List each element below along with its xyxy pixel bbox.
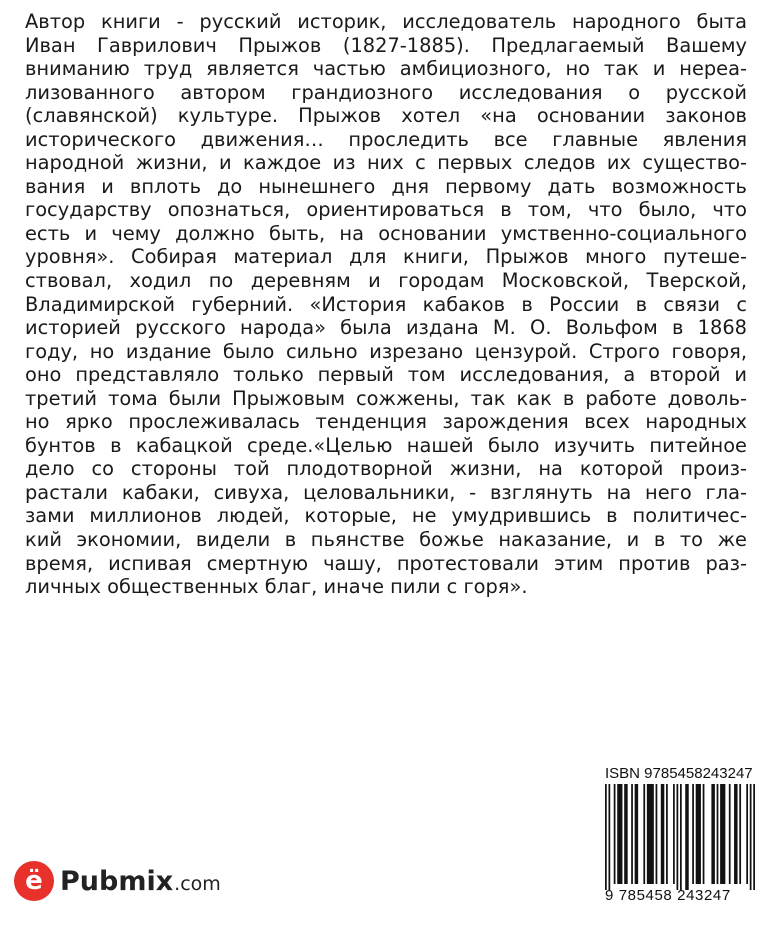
barcode-bar [680, 784, 682, 890]
description-line: время, испивая смертную чашу, протестовали этим против раз- [25, 551, 747, 575]
barcode-bar [717, 784, 719, 884]
barcode-bar [614, 784, 616, 884]
barcode-bar [624, 784, 627, 884]
description-line: государству опознаться, ориентироваться в том, что было, что [25, 198, 747, 222]
barcode-bar [673, 784, 675, 884]
barcode-bar [692, 784, 694, 884]
barcode-bar [720, 784, 725, 884]
barcode-bar [643, 784, 645, 884]
book-description [25, 10, 747, 599]
barcode-bar [647, 784, 654, 884]
description-line: вания и вплоть до нынешнего дня первому дать возможность [25, 174, 747, 198]
description-line: дело со стороны той плодотворной жизни, на которой произ- [25, 457, 747, 481]
barcode-bar [711, 784, 714, 884]
description-line: растали кабаки, сивуха, целовальники, - взглянуть на него гла- [25, 480, 747, 504]
barcode-bars [605, 784, 755, 890]
barcode-bar [666, 784, 668, 884]
description-line: но ярко прослеживалась тенденция зарождения всех народных [25, 410, 747, 434]
description-line: третий тома были Прыжовым сожжены, так как в работе доволь- [25, 386, 747, 410]
barcode-bar [746, 784, 748, 884]
description-line: бунтов в кабацкой среде.«Целью нашей было изучить питейное [25, 433, 747, 457]
description-line: ствовал, ходил по деревням и городам Московской, Тверской, [25, 269, 747, 293]
description-line: историей русского народа» была издана М. О. Вольфом в 1868 [25, 316, 747, 340]
description-line: году, но издание было сильно изрезано цензурой. Строго говоря, [25, 339, 747, 363]
description-line: оно представляло только первый том исследования, а второй и [25, 363, 747, 387]
barcode-bar [729, 784, 731, 884]
barcode-bar [631, 784, 633, 884]
barcode-bar [635, 784, 638, 884]
barcode-bar [739, 784, 741, 884]
description-line: Иван Гаврилович Прыжов (1827-1885). Предлагаемый Вашему [25, 33, 747, 57]
barcode-bar [605, 784, 607, 890]
description-line: исторического движения… проследить все главные явления [25, 127, 747, 151]
description-line: кий экономии, видели в пьянстве божье наказание, и в то же [25, 528, 747, 552]
barcode-bar [608, 784, 610, 890]
barcode-bar [734, 784, 737, 884]
isbn-barcode [605, 766, 755, 906]
barcode-bar [703, 784, 705, 884]
publisher-name: Pubmix [60, 865, 174, 897]
description-line: уровня». Собирая материал для книги, Прыжов много путеше- [25, 245, 747, 269]
description-line: Автор книги - русский историк, исследователь народного быта [25, 10, 747, 33]
description-line: зами миллионов людей, которые, не умудрившись в политичес- [25, 504, 747, 528]
barcode-bar [696, 784, 701, 884]
description-line: народной жизни, и каждое из них с первых следов их существо- [25, 151, 747, 175]
barcode-bar [677, 784, 679, 890]
publisher-domain: .com [174, 873, 221, 895]
description-line: есть и чему должно быть, на основании умственно-социального [25, 221, 747, 245]
barcode-bar [617, 784, 622, 884]
isbn-label: ISBN 9785458243247 [605, 765, 753, 782]
barcode-bar [656, 784, 658, 884]
description-line: вниманию труд является частью амбициозного, но так и нереа- [25, 57, 747, 81]
publisher-badge-icon: ё [14, 861, 54, 901]
description-line: лизованного автором грандиозного исследования о русской [25, 80, 747, 104]
description-line: (славянской) культуре. Прыжов хотел «на основании законов [25, 104, 747, 128]
barcode-bar [753, 784, 755, 890]
description-line: Владимирской губерний. «История кабаков в России в связи с [25, 292, 747, 316]
barcode-bar [661, 784, 664, 884]
description-line: личных общественных благ, иначе пили с горя». [25, 575, 528, 599]
isbn-digits: 9 785458 243247 [605, 887, 731, 904]
barcode-bar [750, 784, 752, 890]
barcode-bar [685, 784, 688, 890]
publisher-logo [14, 856, 221, 906]
